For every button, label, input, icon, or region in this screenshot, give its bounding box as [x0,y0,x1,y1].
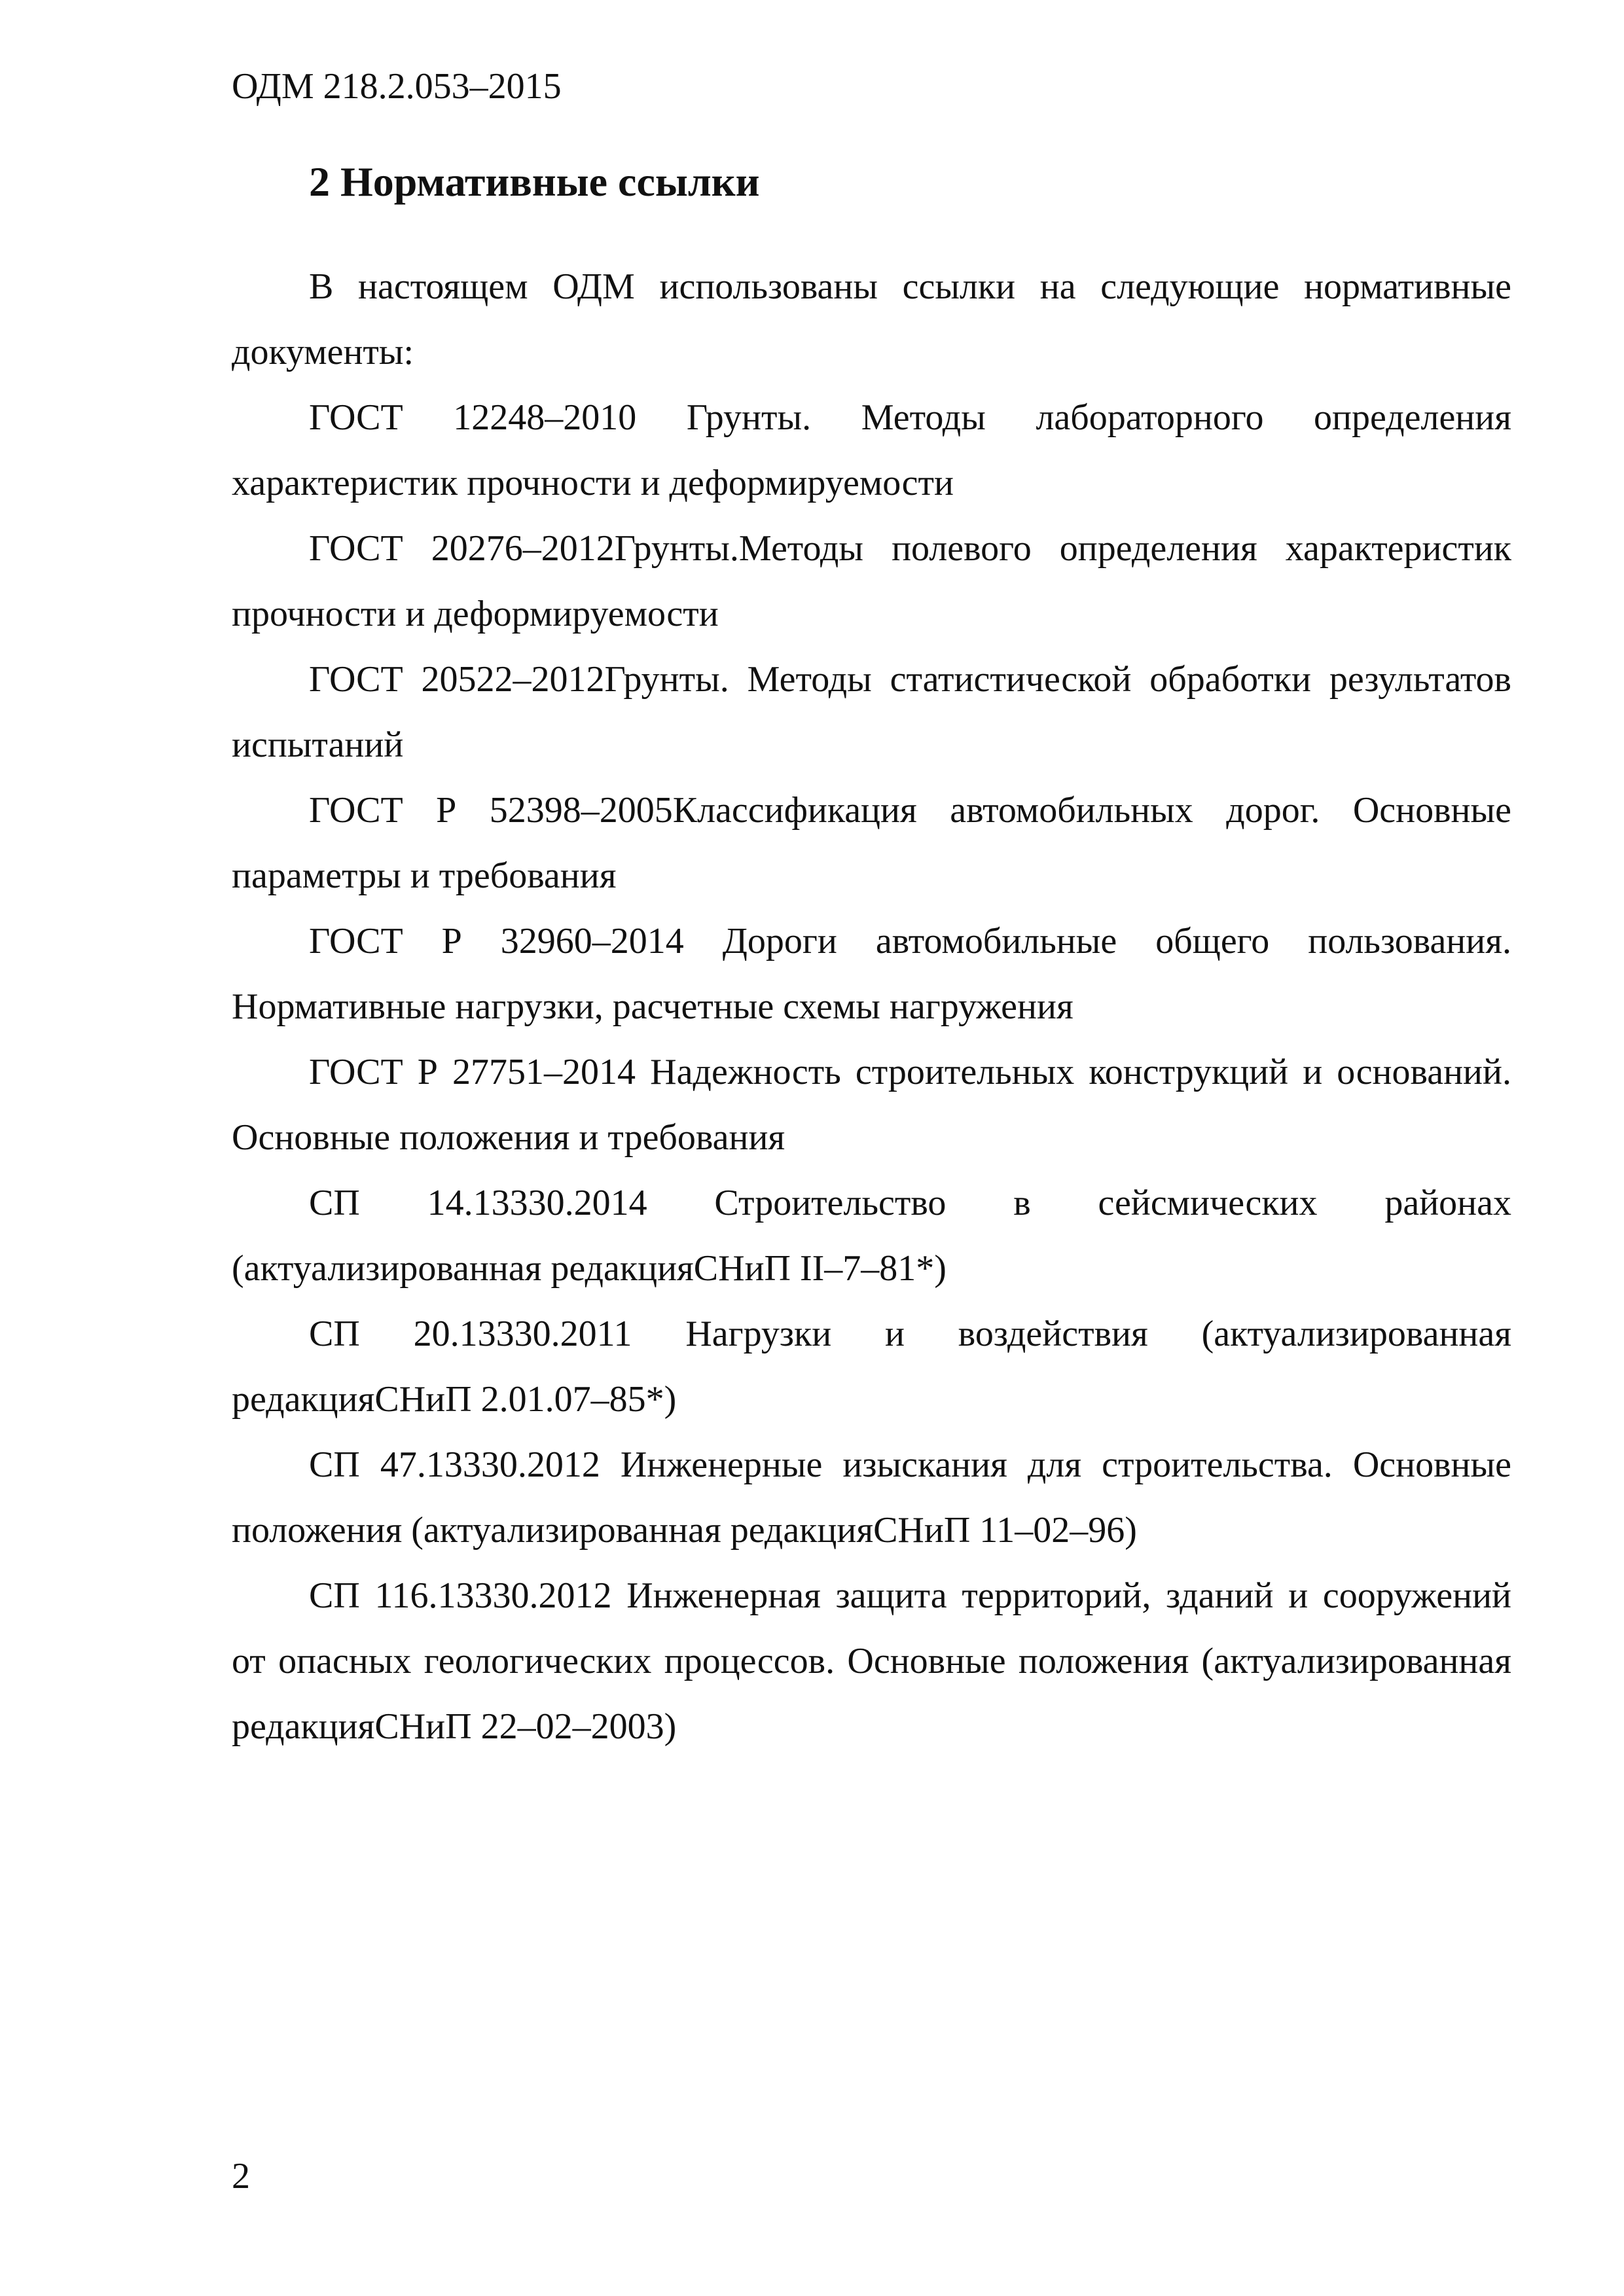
reference-sp-20: СП 20.13330.2011 Нагрузки и воздействия (актуализированная редакцияСНиП 2.01.07–85*) [232,1314,1511,1420]
reference-sp-14: СП 14.13330.2014 Строительство в сейсмических районах (актуализированная редакцияСНиП II–7–81*) [232,1183,1511,1289]
intro-paragraph: В настоящем ОДМ использованы ссылки на следующие нормативные документы: [232,266,1511,372]
reference-sp-116: СП 116.13330.2012 Инженерная защита территорий, зданий и сооружений от опасных геологических процессов. Основные положения (актуализированная редакцияСНиП 22–02–2003) [232,1575,1511,1747]
reference-gost-20522: ГОСТ 20522–2012Грунты. Методы статистической обработки результатов испытаний [232,659,1511,765]
document-code-header: ОДМ 218.2.053–2015 [232,66,562,107]
reference-gost-r-52398: ГОСТ Р 52398–2005Классификация автомобильных дорог. Основные параметры и требования [232,790,1511,896]
reference-gost-r-32960: ГОСТ Р 32960–2014 Дороги автомобильные общего пользования. Нормативные нагрузки, расчетные схемы нагружения [232,921,1511,1027]
reference-gost-20276: ГОСТ 20276–2012Грунты.Методы полевого определения характеристик прочности и деформируемости [232,528,1511,634]
references-list [232,254,1511,1759]
page-number: 2 [232,2156,250,2197]
section-title: 2 Нормативные ссылки [309,158,760,205]
reference-gost-12248: ГОСТ 12248–2010 Грунты. Методы лабораторного определения характеристик прочности и деформируемости [232,397,1511,503]
reference-sp-47: СП 47.13330.2012 Инженерные изыскания для строительства. Основные положения (актуализированная редакцияСНиП 11–02–96) [232,1444,1511,1551]
reference-gost-r-27751: ГОСТ Р 27751–2014 Надежность строительных конструкций и оснований. Основные положения и требования [232,1052,1511,1158]
